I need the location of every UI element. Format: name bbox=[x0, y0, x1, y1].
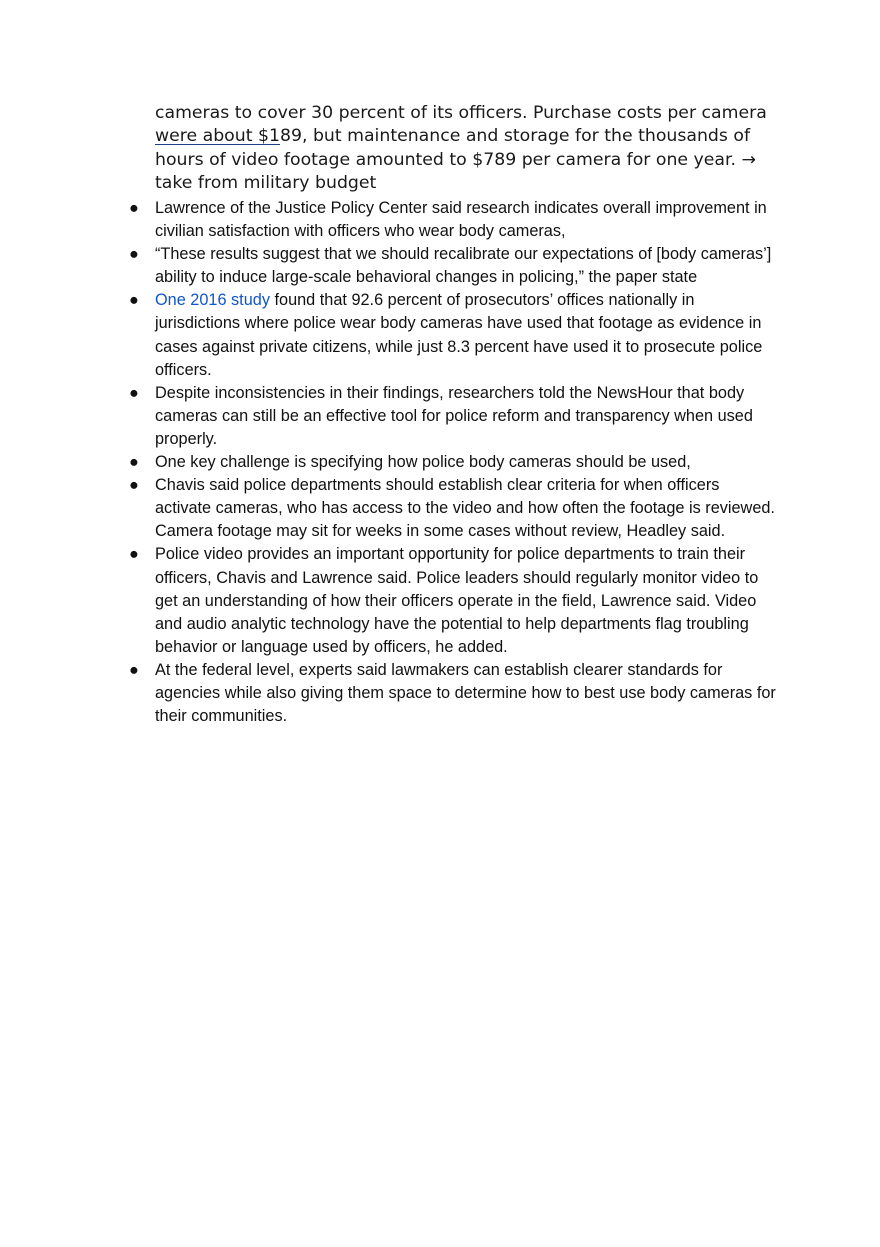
continuation-text-part2: 89, but maintenance and storage for the thousands of hours of video footage amounted to $789 per camera for one year. → take from military budget bbox=[155, 126, 756, 193]
list-item-text: found that 92.6 percent of prosecutors’ offices nationally in jurisdictions where police wear body cameras have used that footage as evidence in cases against private citizens, while just 8.3 percent have used it to prosecute police officers. bbox=[155, 291, 763, 379]
bullet-dot-icon: ● bbox=[129, 245, 139, 264]
list-item bbox=[120, 197, 780, 243]
bullet-dot-icon: ● bbox=[129, 453, 139, 472]
bullet-dot-icon: ● bbox=[129, 383, 139, 402]
list-item bbox=[120, 382, 780, 451]
study-link[interactable]: One 2016 study bbox=[155, 291, 270, 310]
list-item bbox=[120, 243, 780, 289]
bullet-dot-icon: ● bbox=[129, 199, 139, 217]
bullet-dot-icon: ● bbox=[129, 476, 139, 495]
list-item-text: Despite inconsistencies in their findings, researchers told the NewsHour that body cameras can still be an effective tool for police reform and transparency when used properly. bbox=[155, 383, 753, 448]
list-item bbox=[120, 543, 780, 658]
bullet-dot-icon: ● bbox=[129, 660, 139, 679]
continuation-text-part1: cameras to cover 30 percent of its officers. Purchase costs per camera bbox=[155, 103, 767, 123]
list-item bbox=[120, 289, 780, 381]
list-item bbox=[120, 659, 780, 728]
continuation-paragraph bbox=[155, 102, 780, 195]
list-item-text: At the federal level, experts said lawmakers can establish clearer standards for agencies while also giving them space to determine how to best use body cameras for their communities. bbox=[155, 660, 776, 726]
list-item bbox=[120, 451, 780, 474]
list-item-text: “These results suggest that we should recalibrate our expectations of [body cameras’] ability to induce large-scale behavioral changes in policing,” the paper state bbox=[155, 245, 772, 287]
list-item-text: Lawrence of the Justice Policy Center said research indicates overall improvement in civilian satisfaction with officers who wear body cameras, bbox=[155, 199, 767, 241]
list-item-text: Chavis said police departments should establish clear criteria for when officers activate cameras, who has access to the video and how often the footage is reviewed. Camera footage may sit for weeks in some cases without review, Headley said. bbox=[155, 476, 775, 541]
bullet-dot-icon: ● bbox=[129, 545, 139, 564]
list-item-text: Police video provides an important opportunity for police departments to train their officers, Chavis and Lawrence said. Police leaders should regularly monitor video to get an understanding of how their officers operate in the field, Lawrence said. Video and audio analytic technology have the potential to help departments flag troubling behavior or language used by officers, he added. bbox=[155, 545, 759, 656]
list-item-text: One key challenge is specifying how police body cameras should be used, bbox=[155, 453, 691, 472]
underlined-text: were about $1 bbox=[155, 126, 280, 147]
list-item bbox=[120, 474, 780, 543]
bullet-dot-icon: ● bbox=[129, 291, 139, 310]
bullet-list bbox=[120, 197, 780, 728]
